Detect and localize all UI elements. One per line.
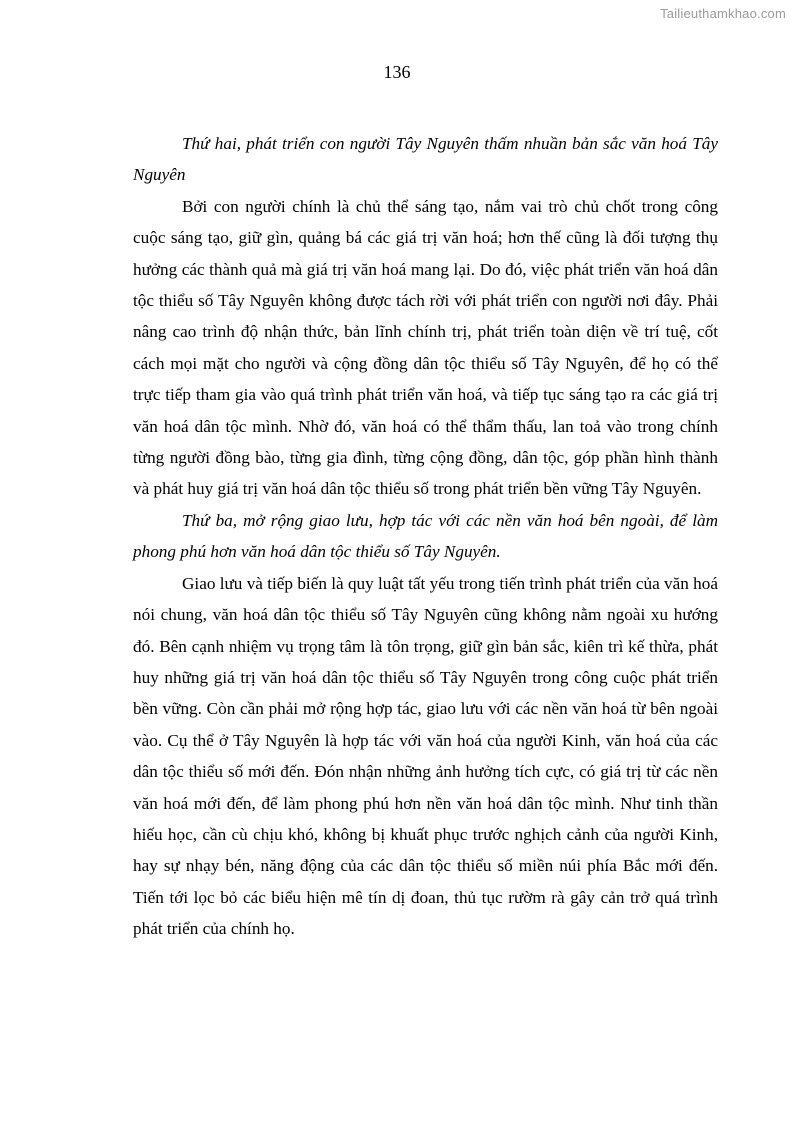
section-heading-third: Thứ ba, mở rộng giao lưu, hợp tác với các nền văn hoá bên ngoài, để làm phong phú hơn văn hoá dân tộc thiểu số Tây Nguyên. bbox=[133, 510, 718, 562]
watermark: Tailieuthamkhao.com bbox=[660, 6, 786, 21]
section-heading-second: Thứ hai, phát triển con người Tây Nguyên thấm nhuần bản sắc văn hoá Tây Nguyên bbox=[133, 134, 718, 185]
body-paragraph: Giao lưu và tiếp biến là quy luật tất yếu trong tiến trình phát triển của văn hoá nói chung, văn hoá dân tộc thiểu số Tây Nguyên cũng không nằm ngoài xu hướng đó. Bên cạnh nhiệm vụ trọng tâm là tôn trọng, giữ gìn bản sắc, kiên trì kế thừa, phát huy những giá trị văn hoá dân tộc thiểu số Tây Nguyên trong công cuộc phát triển bền vững. Còn cần phải mở rộng hợp tác, giao lưu với các nền văn hoá từ bên ngoài vào. Cụ thể ở Tây Nguyên là hợp tác với văn hoá của người Kinh, văn hoá của các dân tộc thiểu số mới đến. Đón nhận những ảnh hưởng tích cực, có giá trị từ các nền văn hoá mới đến, để làm phong phú hơn nền văn hoá dân tộc mình. Như tinh thần hiếu học, cần cù chịu khó, không bị khuất phục trước nghịch cảnh của người Kinh, hay sự nhạy bén, năng động của các dân tộc thiểu số miền núi phía Bắc mới đến. Tiến tới lọc bỏ các biểu hiện mê tín dị đoan, thủ tục rườm rà gây cản trở quá trình phát triển của chính họ. bbox=[133, 573, 718, 939]
body-paragraph: Bởi con người chính là chủ thể sáng tạo, nắm vai trò chủ chốt trong công cuộc sáng tạo, giữ gìn, quảng bá các giá trị văn hoá; hơn thế cũng là đối tượng thụ hưởng các thành quả mà giá trị văn hoá mang lại. Do đó, việc phát triển văn hoá dân tộc thiểu số Tây Nguyên không được tách rời với phát triển con người nơi đây. Phải nâng cao trình độ nhận thức, bản lĩnh chính trị, phát triển toàn diện về trí tuệ, cốt cách mọi mặt cho người và cộng đồng dân tộc thiểu số Tây Nguyên, để họ có thể trực tiếp tham gia vào quá trình phát triển văn hoá, và tiếp tục sáng tạo ra các giá trị văn hoá dân tộc mình. Nhờ đó, văn hoá có thể thẩm thấu, lan toả vào trong chính từng người đồng bào, từng gia đình, từng cộng đồng, dân tộc, góp phần hình thành và phát huy giá trị văn hoá dân tộc thiểu số trong phát triển bền vững Tây Nguyên. bbox=[133, 196, 718, 499]
page-number: 136 bbox=[383, 62, 411, 82]
document-body bbox=[133, 128, 718, 945]
